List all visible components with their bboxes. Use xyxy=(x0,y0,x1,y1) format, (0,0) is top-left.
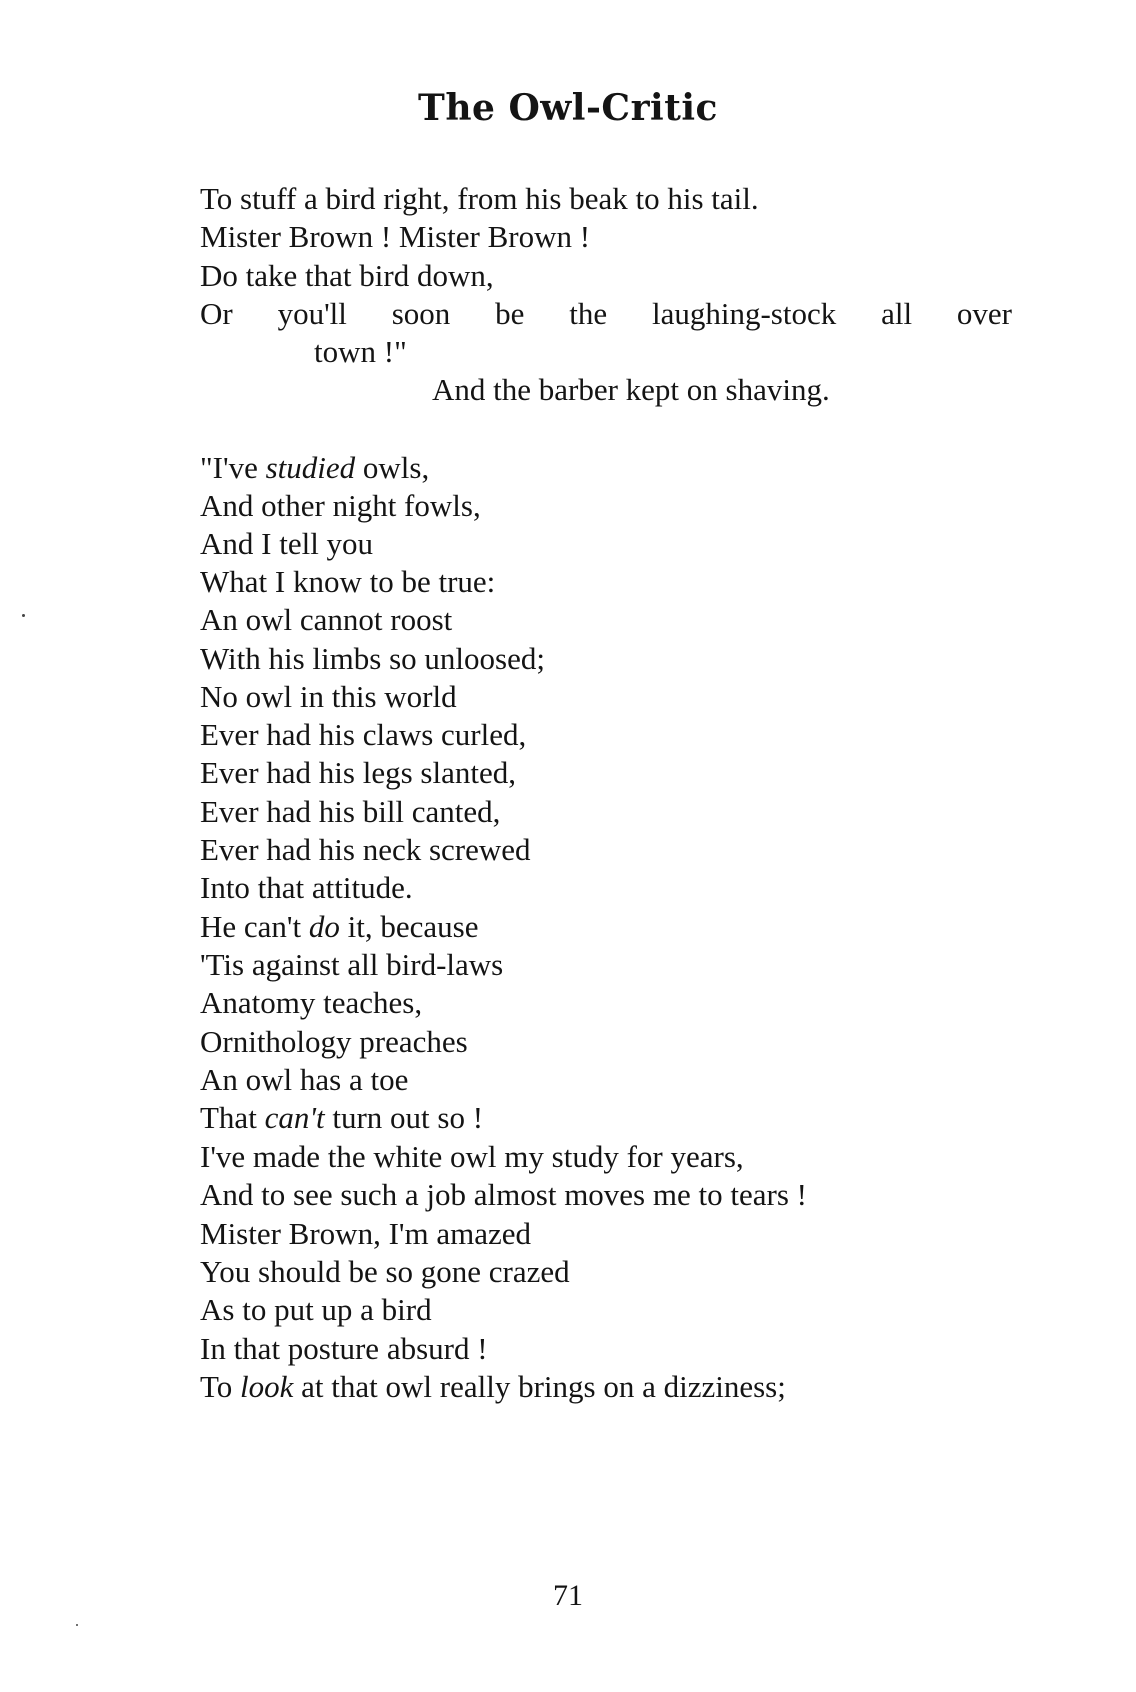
poem-line xyxy=(200,1366,786,1408)
poem-line: To stuff a bird right, from his beak to his tail. xyxy=(200,181,759,216)
poem-line: And the barber kept on shaving. xyxy=(432,372,830,407)
poem-line: And other night fowls, xyxy=(200,488,481,523)
poem-line xyxy=(200,906,478,948)
poem-line: You should be so gone crazed xyxy=(200,1254,570,1289)
emphasis: look xyxy=(240,1369,294,1404)
poem-line: An owl cannot roost xyxy=(200,602,453,637)
poem-line: Or you'll soon be the laughing-stock all over xyxy=(200,296,1012,331)
poem-line: No owl in this world xyxy=(200,679,457,714)
poem-line: And to see such a job almost moves me to tears ! xyxy=(200,1177,807,1212)
line-text: That xyxy=(200,1100,265,1135)
poem-line: What I know to be true: xyxy=(200,564,496,599)
page-number: 71 xyxy=(553,1579,583,1612)
poem-line: Into that attitude. xyxy=(200,870,413,905)
poem-line xyxy=(200,1097,483,1139)
poem-line: 'Tis against all bird-laws xyxy=(200,947,504,982)
poem-line: Ever had his claws curled, xyxy=(200,717,527,752)
poem-line: Ever had his neck screwed xyxy=(200,832,531,867)
line-text: at that owl really brings on a dizziness; xyxy=(293,1369,786,1404)
emphasis: can't xyxy=(264,1100,325,1135)
poem-line: Ornithology preaches xyxy=(200,1024,468,1059)
poem-line: In that posture absurd ! xyxy=(200,1331,488,1366)
poem-line: Mister Brown ! Mister Brown ! xyxy=(200,219,591,254)
poem-line xyxy=(200,447,429,489)
emphasis: studied xyxy=(265,450,356,485)
line-text: He can't xyxy=(200,909,309,944)
poem-line: As to put up a bird xyxy=(200,1292,432,1327)
line-text: "I've xyxy=(200,450,266,485)
scan-speck xyxy=(22,614,25,617)
poem-line: Anatomy teaches, xyxy=(200,985,423,1020)
line-text: turn out so ! xyxy=(324,1100,484,1135)
line-text: it, because xyxy=(339,909,479,944)
poem-line: Do take that bird down, xyxy=(200,258,494,293)
poem-line: Mister Brown, I'm amazed xyxy=(200,1216,531,1251)
line-text: To xyxy=(200,1369,241,1404)
poem-line: And I tell you xyxy=(200,526,374,561)
poem-line: Ever had his legs slanted, xyxy=(200,755,516,790)
poem-line: I've made the white owl my study for years, xyxy=(200,1139,744,1174)
emphasis: do xyxy=(308,909,340,944)
poem-line: Ever had his bill canted, xyxy=(200,794,501,829)
scan-speck xyxy=(76,1624,78,1626)
poem-line: town !" xyxy=(314,334,407,369)
poem-line: An owl has a toe xyxy=(200,1062,409,1097)
line-text: owls, xyxy=(355,450,430,485)
poem-line: With his limbs so unloosed; xyxy=(200,641,545,676)
page-title: The Owl-Critic xyxy=(418,87,718,129)
